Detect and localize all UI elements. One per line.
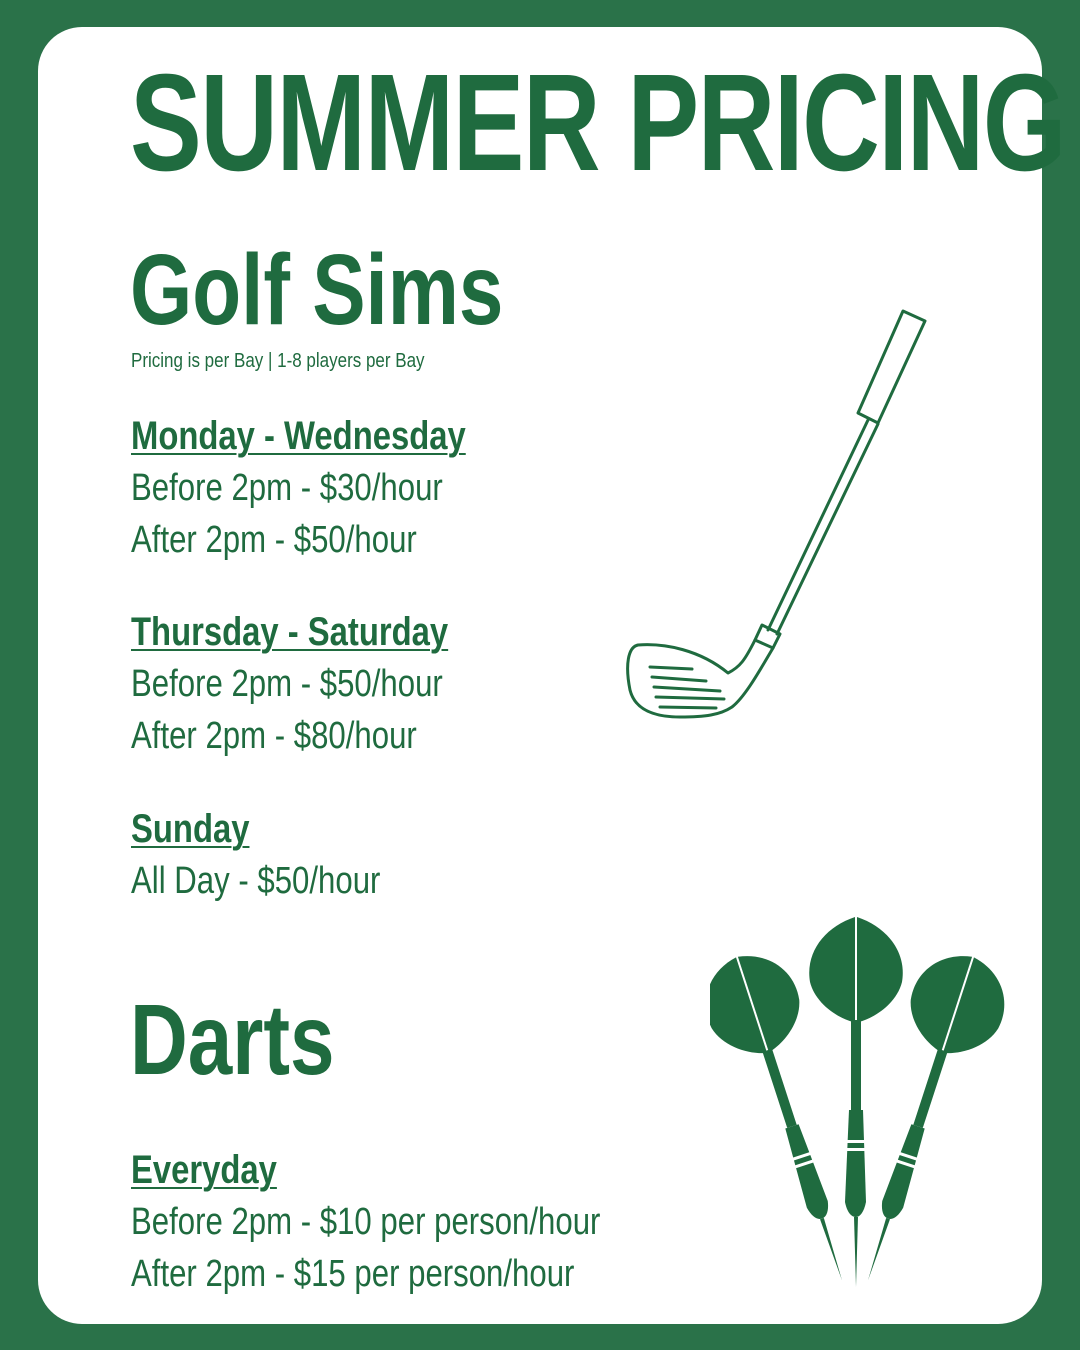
darts-group-everyday: [131, 1144, 703, 1300]
darts-icon: [710, 912, 1010, 1292]
day-label: Thursday - Saturday: [131, 610, 449, 654]
golf-group-mon-wed: [131, 410, 539, 566]
golf-group-thu-sat: [131, 606, 518, 762]
darts-heading: Darts: [130, 984, 335, 1096]
price-line: After 2pm - $50/hour: [131, 519, 417, 561]
price-line: Before 2pm - $30/hour: [131, 467, 443, 509]
day-label: Sunday: [131, 807, 250, 851]
day-label: Everyday: [131, 1148, 277, 1192]
day-label: Monday - Wednesday: [131, 414, 466, 458]
price-line: Before 2pm - $10 per person/hour: [131, 1201, 601, 1243]
golf-sims-heading: Golf Sims: [130, 234, 504, 346]
price-line: After 2pm - $15 per person/hour: [131, 1253, 575, 1295]
golf-club-icon: [620, 305, 940, 735]
price-line: Before 2pm - $50/hour: [131, 663, 443, 705]
page-title: SUMMER PRICING: [130, 46, 1066, 200]
golf-sims-note: Pricing is per Bay | 1-8 players per Bay: [131, 350, 425, 372]
price-line: All Day - $50/hour: [131, 860, 381, 902]
golf-group-sunday: [131, 803, 435, 907]
price-line: After 2pm - $80/hour: [131, 715, 417, 757]
